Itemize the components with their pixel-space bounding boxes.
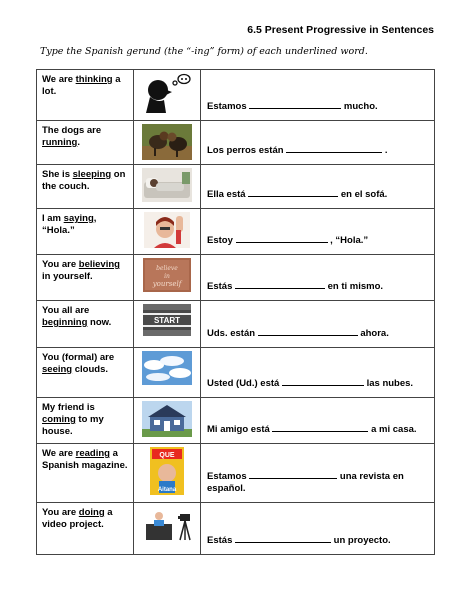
sentence-start: I am bbox=[42, 213, 64, 224]
spanish-sentence bbox=[201, 301, 434, 347]
spanish-sentence bbox=[201, 444, 434, 502]
spanish-answer-cell bbox=[201, 70, 435, 121]
english-sentence-cell bbox=[37, 70, 134, 121]
sentence-end: now. bbox=[87, 317, 112, 328]
english-sentence-cell bbox=[37, 209, 134, 255]
underlined-verb: seeing bbox=[42, 364, 73, 375]
gerund-blank[interactable] bbox=[236, 233, 328, 243]
spanish-start: Estás bbox=[207, 281, 233, 292]
english-sentence-cell bbox=[37, 301, 134, 348]
page-title: 6.5 Present Progressive in Sentences bbox=[247, 24, 434, 36]
spanish-end: en ti mismo. bbox=[327, 281, 384, 292]
english-sentence-cell bbox=[37, 444, 134, 503]
english-sentence-cell bbox=[37, 348, 134, 398]
table-row bbox=[37, 348, 435, 398]
spanish-answer-cell bbox=[201, 348, 435, 398]
english-sentence bbox=[37, 121, 133, 149]
spanish-sentence bbox=[201, 165, 434, 208]
waving-woman-photo bbox=[134, 209, 200, 248]
picture-cell bbox=[134, 209, 201, 255]
picture-cell bbox=[134, 255, 201, 301]
english-sentence bbox=[37, 503, 133, 531]
spanish-sentence bbox=[201, 348, 434, 397]
underlined-verb: saying bbox=[63, 213, 94, 224]
english-sentence bbox=[37, 209, 133, 237]
sentence-start: You are bbox=[42, 259, 79, 270]
gerund-blank[interactable] bbox=[282, 376, 364, 386]
spanish-end: una revista en español. bbox=[207, 471, 404, 494]
table-row bbox=[37, 209, 435, 255]
spanish-sentence bbox=[201, 121, 434, 164]
table-row bbox=[37, 165, 435, 209]
underlined-verb: reading bbox=[75, 448, 110, 459]
spanish-end: las nubes. bbox=[366, 378, 414, 389]
spanish-start: Mi amigo está bbox=[207, 424, 270, 435]
spanish-start: Estás bbox=[207, 535, 233, 546]
english-sentence bbox=[37, 348, 133, 376]
english-sentence bbox=[37, 301, 133, 329]
start-line-photo bbox=[134, 301, 200, 336]
spanish-answer-cell bbox=[201, 121, 435, 165]
svg-text:QUE: QUE bbox=[159, 452, 175, 459]
underlined-verb: coming bbox=[42, 414, 76, 425]
spanish-end: en el sofá. bbox=[340, 189, 388, 200]
spanish-answer-cell bbox=[201, 255, 435, 301]
underlined-verb: sleeping bbox=[72, 169, 112, 180]
svg-text:yourself: yourself bbox=[152, 280, 182, 288]
picture-cell bbox=[134, 301, 201, 348]
spanish-sentence bbox=[201, 255, 434, 300]
spanish-start: Estoy bbox=[207, 235, 233, 246]
spanish-answer-cell bbox=[201, 398, 435, 444]
underlined-verb: believing bbox=[78, 259, 120, 270]
spanish-end: . bbox=[384, 145, 388, 156]
english-sentence-cell bbox=[37, 503, 134, 555]
gerund-blank[interactable] bbox=[235, 533, 331, 543]
spanish-end: un proyecto. bbox=[333, 535, 391, 546]
picture-cell bbox=[134, 121, 201, 165]
table-row bbox=[37, 444, 435, 503]
spanish-answer-cell bbox=[201, 165, 435, 209]
english-sentence bbox=[37, 398, 133, 438]
table-row bbox=[37, 301, 435, 348]
svg-text:START: START bbox=[153, 316, 181, 325]
sentence-end: a Spanish magazine. bbox=[42, 448, 128, 471]
table-row bbox=[37, 398, 435, 444]
spanish-start: Uds. están bbox=[207, 328, 256, 339]
english-sentence-cell bbox=[37, 165, 134, 209]
picture-cell bbox=[134, 398, 201, 444]
spanish-start: Estamos bbox=[207, 101, 247, 112]
sentence-end: . bbox=[77, 137, 80, 148]
underlined-verb: doing bbox=[78, 507, 105, 518]
english-sentence bbox=[37, 165, 133, 193]
spanish-answer-cell bbox=[201, 444, 435, 503]
sentence-end: a video project. bbox=[42, 507, 113, 530]
english-sentence-cell bbox=[37, 398, 134, 444]
spanish-answer-cell bbox=[201, 301, 435, 348]
gerund-blank[interactable] bbox=[249, 469, 337, 479]
english-sentence-cell bbox=[37, 121, 134, 165]
spanish-answer-cell bbox=[201, 503, 435, 555]
english-sentence-cell bbox=[37, 255, 134, 301]
english-sentence bbox=[37, 444, 133, 472]
sentence-end: a lot. bbox=[42, 74, 121, 97]
running-dogs-photo bbox=[134, 121, 200, 160]
underlined-verb: beginning bbox=[42, 317, 88, 328]
sentence-end: to my house. bbox=[42, 414, 104, 437]
gerund-blank[interactable] bbox=[249, 99, 341, 109]
spanish-end: ahora. bbox=[360, 328, 389, 339]
sentence-start: We are bbox=[42, 448, 76, 459]
spanish-sentence bbox=[201, 209, 434, 254]
spanish-sentence bbox=[201, 70, 434, 120]
gerund-blank[interactable] bbox=[248, 187, 338, 197]
sentence-start: The dogs are bbox=[42, 125, 102, 136]
picture-cell bbox=[134, 165, 201, 209]
spanish-start: Los perros están bbox=[207, 145, 284, 156]
underlined-verb: running bbox=[42, 137, 78, 148]
sentence-start: You are bbox=[42, 507, 79, 518]
spanish-sentence bbox=[201, 503, 434, 554]
sentence-end: in yourself. bbox=[42, 271, 93, 282]
sentence-start: She is bbox=[42, 169, 73, 180]
sentence-start: You all are bbox=[42, 305, 90, 316]
underlined-verb: thinking bbox=[75, 74, 113, 85]
sentence-end: , “Hola.” bbox=[42, 213, 97, 236]
sleeping-woman-photo bbox=[134, 165, 200, 202]
spanish-start: Estamos bbox=[207, 471, 247, 482]
spanish-end: a mi casa. bbox=[371, 424, 417, 435]
english-sentence bbox=[37, 70, 133, 98]
sentence-end: clouds. bbox=[72, 364, 109, 375]
svg-text:believe: believe bbox=[156, 265, 178, 272]
picture-cell bbox=[134, 444, 201, 503]
magazine-photo bbox=[134, 444, 200, 495]
believe-in-yourself-photo bbox=[134, 255, 200, 292]
table-row bbox=[37, 70, 435, 121]
spanish-start: Ella está bbox=[207, 189, 246, 200]
svg-text:in: in bbox=[164, 273, 170, 280]
sentence-start: You (formal) are bbox=[42, 352, 115, 363]
english-sentence bbox=[37, 255, 133, 283]
spanish-end: , “Hola.” bbox=[330, 235, 369, 246]
video-project-icon bbox=[134, 503, 200, 542]
table-row bbox=[37, 121, 435, 165]
thinking-person-icon bbox=[134, 70, 200, 113]
instructions: Type the Spanish gerund (the “-ing” form) of each underlined word. bbox=[40, 46, 368, 57]
table-row bbox=[37, 255, 435, 301]
sentence-start: We are bbox=[42, 74, 76, 85]
gerund-blank[interactable] bbox=[286, 143, 382, 153]
house-photo bbox=[134, 398, 200, 437]
picture-cell bbox=[134, 70, 201, 121]
picture-cell bbox=[134, 348, 201, 398]
sentence-end: on the couch. bbox=[42, 169, 126, 192]
spanish-answer-cell bbox=[201, 209, 435, 255]
gerund-blank[interactable] bbox=[235, 279, 325, 289]
spanish-start: Usted (Ud.) está bbox=[207, 378, 280, 389]
picture-cell bbox=[134, 503, 201, 555]
clouds-photo bbox=[134, 348, 200, 385]
table-row bbox=[37, 503, 435, 555]
spanish-end: mucho. bbox=[343, 101, 378, 112]
sentence-start: My friend is bbox=[42, 402, 95, 413]
gerund-blank[interactable] bbox=[258, 326, 358, 336]
spanish-sentence bbox=[201, 398, 434, 443]
svg-text:Aitana: Aitana bbox=[157, 487, 177, 493]
gerund-blank[interactable] bbox=[272, 422, 368, 432]
worksheet-table bbox=[36, 69, 435, 555]
